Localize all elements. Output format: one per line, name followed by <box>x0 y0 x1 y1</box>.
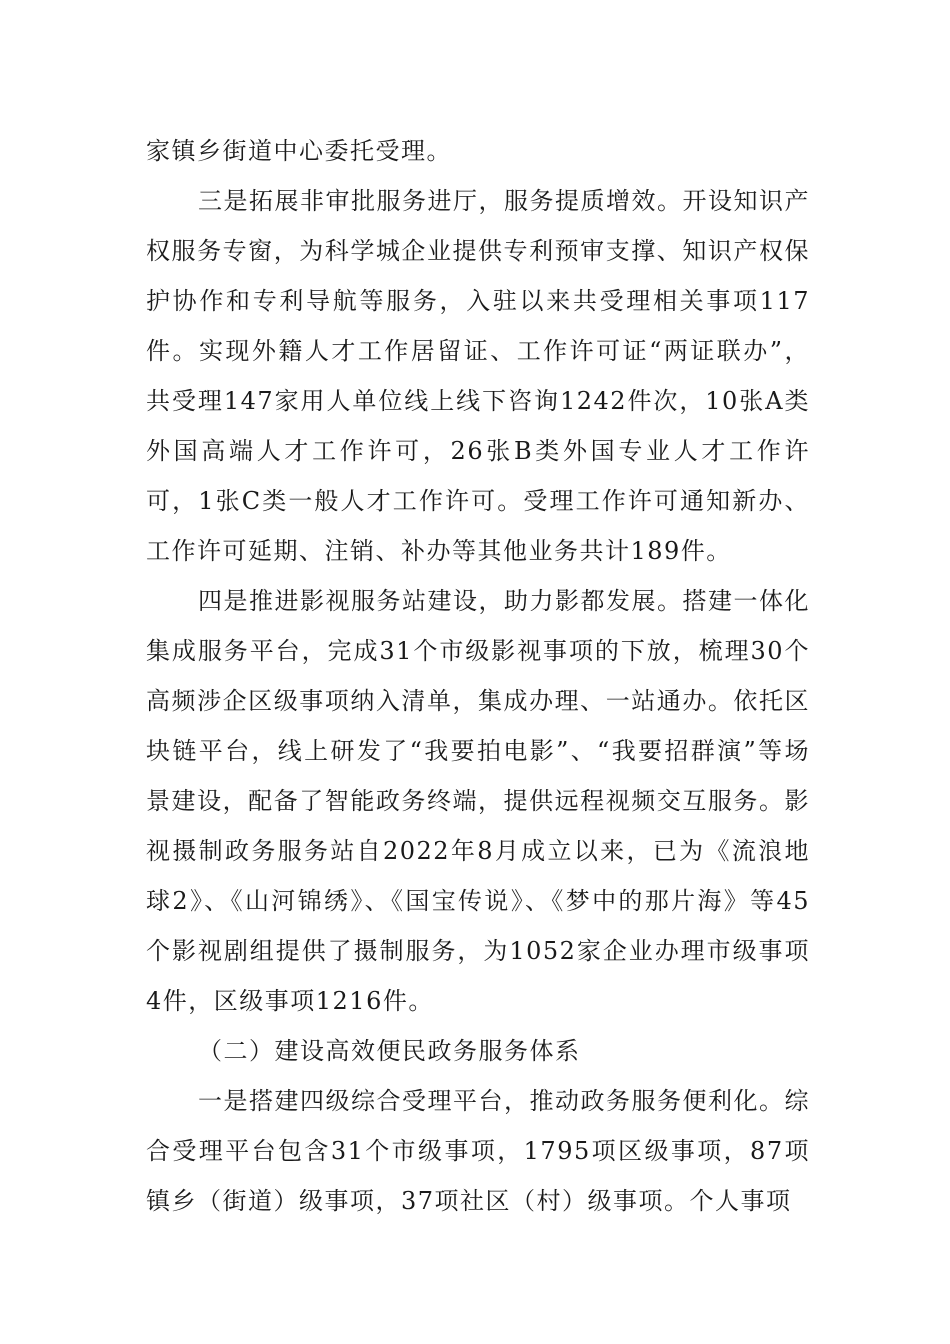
paragraph-film-service-station: 四是推进影视服务站建设，助力影都发展。搭建一体化集成服务平台，完成31个市级影视事项的下放，梳理30个高频涉企区级事项纳入清单，集成办理、一站通办。依托区块链平台，线上研发了“我要拍电影”、“我要招群演”等场景建设，配备了智能政务终端，提供远程视频交互服务。影视摄制政务服务站自2022年8月成立以来，已为《流浪地球2》、《山河锦绣》、《国宝传说》、《梦中的那片海》等45个影视剧组提供了摄制服务，为1052家企业办理市级事项4件，区级事项1216件。 <box>146 587 810 1015</box>
paragraph-four-level-platform: 一是搭建四级综合受理平台，推动政务服务便利化。综合受理平台包含31个市级事项，1795项区级事项，87项镇乡（街道）级事项，37项社区（村）级事项。个人事项 <box>146 1087 810 1215</box>
paragraph-continuation: 家镇乡街道中心委托受理。 <box>146 137 452 165</box>
document-page <box>146 126 810 1226</box>
paragraph-non-approval-services: 三是拓展非审批服务进厅，服务提质增效。开设知识产权服务专窗，为科学城企业提供专利预审支撑、知识产权保护协作和专利导航等服务，入驻以来共受理相关事项117件。实现外籍人才工作居留证、工作许可证“两证联办”，共受理147家用人单位线上线下咨询1242件次，10张A类外国高端人才工作许可，26张B类外国专业人才工作许可，1张C类一般人才工作许可。受理工作许可通知新办、工作许可延期、注销、补办等其他业务共计189件。 <box>146 187 810 565</box>
section-heading: （二）建设高效便民政务服务体系 <box>198 1037 581 1065</box>
